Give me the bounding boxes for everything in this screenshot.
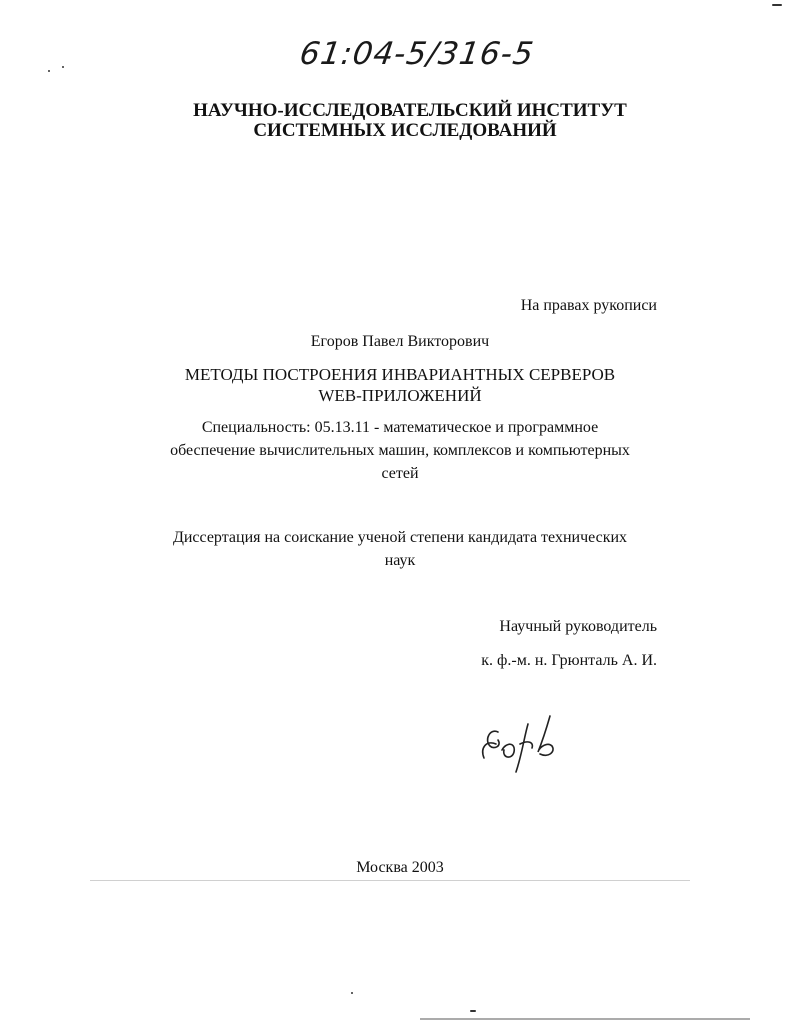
dissertation-title-line2: WEB-ПРИЛОЖЕНИЙ: [318, 386, 482, 405]
specialty-line1: Специальность: 05.13.11 - математическое и программное: [201, 419, 599, 436]
manuscript-rights: На правах рукописи: [520, 297, 657, 314]
specialty-line2: обеспечение вычислительных машин, комплексов и компьютерных: [170, 442, 630, 459]
author-signature: [476, 710, 566, 780]
degree-line2: наук: [384, 552, 416, 569]
specialty-line3: сетей: [381, 465, 419, 482]
place-year: Москва 2003: [356, 859, 444, 876]
scan-line: [420, 1018, 750, 1020]
scan-line: [90, 880, 690, 881]
author-name: Егоров Павел Викторович: [310, 333, 490, 350]
institute-name-line2: СИСТЕМНЫХ ИССЛЕДОВАНИЙ: [253, 120, 557, 141]
supervisor-name: к. ф.-м. н. Грюнталь А. И.: [481, 652, 657, 669]
degree-line1: Диссертация на соискание ученой степени кандидата технических: [172, 529, 628, 546]
archive-code: 61:04-5/316-5: [297, 36, 537, 72]
scan-speck: [351, 992, 353, 994]
scan-speck: [470, 1010, 476, 1012]
scan-speck: [62, 66, 64, 68]
supervisor-label: Научный руководитель: [499, 618, 657, 635]
scan-speck: [772, 4, 782, 6]
scan-speck: [48, 70, 50, 72]
institute-name-line1: НАУЧНО-ИССЛЕДОВАТЕЛЬСКИЙ ИНСТИТУТ: [193, 100, 627, 121]
dissertation-title-line1: МЕТОДЫ ПОСТРОЕНИЯ ИНВАРИАНТНЫХ СЕРВЕРОВ: [184, 365, 616, 384]
